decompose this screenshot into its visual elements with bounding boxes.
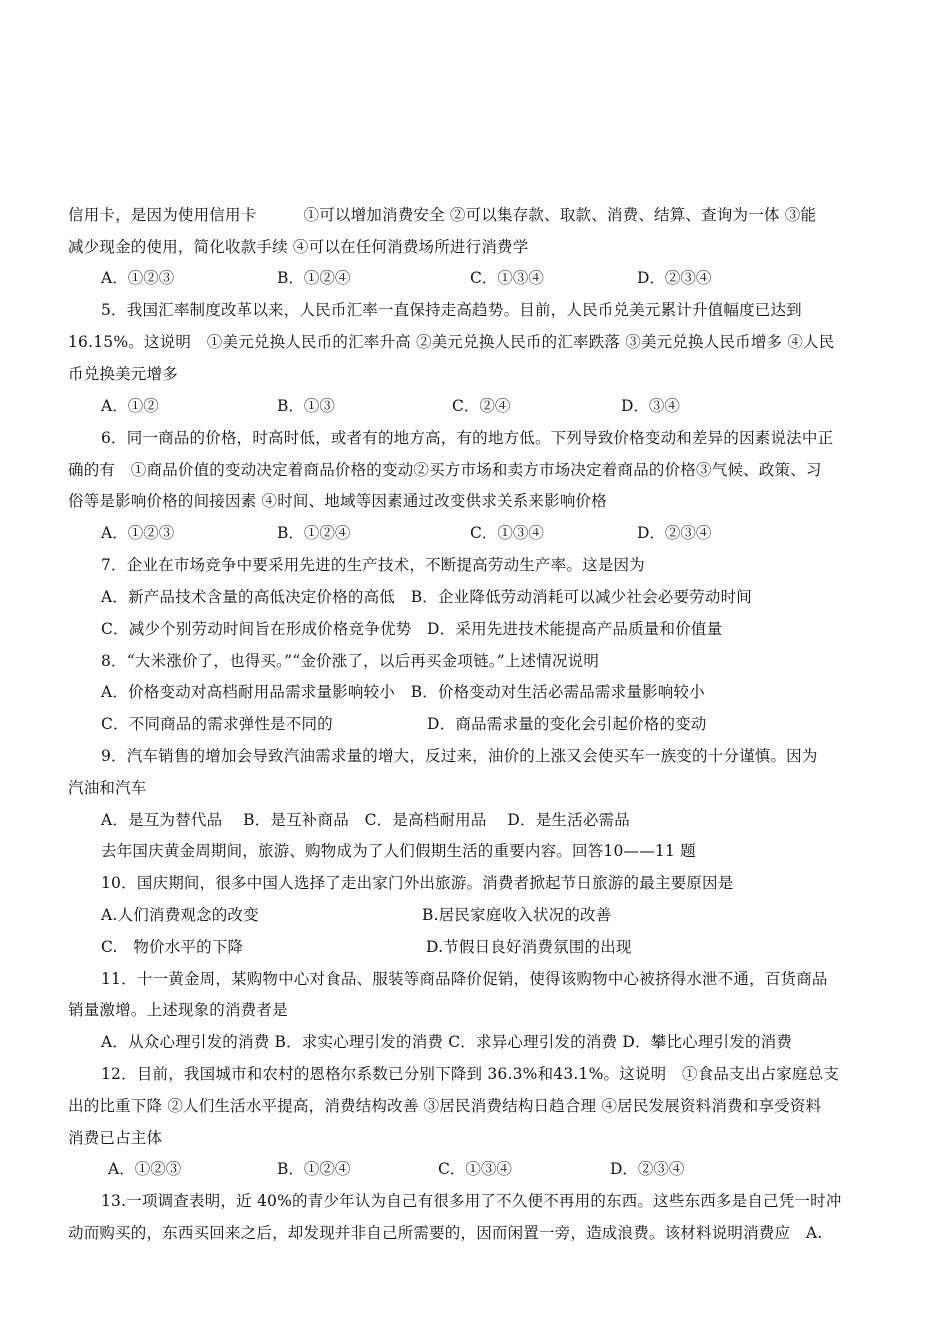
option-b: B．①②④ bbox=[277, 524, 351, 542]
text-line: C. 物价水平的下降 bbox=[101, 938, 244, 956]
option-b: B．①②④ bbox=[277, 1160, 351, 1178]
text-line: 10．国庆期间，很多中国人选择了走出家门外出旅游。消费者掀起节日旅游的最主要原因是 bbox=[101, 874, 734, 892]
options-row-q12 bbox=[108, 1159, 928, 1179]
text-line: C．不同商品的需求弹性是不同的 D．商品需求量的变化会引起价格的变动 bbox=[101, 715, 707, 733]
options-row-q5 bbox=[101, 396, 921, 416]
option-b: B．①③ bbox=[277, 397, 335, 415]
text-line: 8．“大米涨价了，也得买。”“金价涨了，以后再买金项链。”上述情况说明 bbox=[101, 652, 600, 670]
option-b: B．①②④ bbox=[277, 269, 351, 287]
option-c: C．①③④ bbox=[470, 524, 544, 542]
option-d: D．③④ bbox=[621, 397, 680, 415]
options-row-q4 bbox=[101, 268, 921, 288]
text-line: 6．同一商品的价格，时高时低，或者有的地方高，有的地方低。下列导致价格变动和差异的因素说法中正 bbox=[101, 429, 834, 447]
text-line: 动而购买的，东西买回来之后，却发现并非自己所需要的，因而闲置一旁，造成浪费。该材料说明消费应 A. bbox=[68, 1224, 823, 1242]
text-line: 销量激增。上述现象的消费者是 bbox=[68, 1001, 288, 1019]
option-d: D．②③④ bbox=[610, 1160, 685, 1178]
text-line: 消费已占主体 bbox=[68, 1129, 163, 1147]
text-line: 11．十一黄金周，某购物中心对食品、服装等商品降价促销，使得该购物中心被挤得水泄不通，百货商品 bbox=[101, 970, 828, 988]
option-d: D．②③④ bbox=[637, 524, 712, 542]
option-c: C．②④ bbox=[452, 397, 511, 415]
text-line: B.居民家庭收入状况的改善 bbox=[422, 906, 612, 924]
text-line: 7．企业在市场竞争中要采用先进的生产技术，不断提高劳动生产率。这是因为 bbox=[101, 556, 645, 574]
text-line: A．从众心理引发的消费 B．求实心理引发的消费 C．求异心理引发的消费 D．攀比心理引发的消费 bbox=[101, 1033, 793, 1051]
option-c: C．①③④ bbox=[438, 1160, 512, 1178]
text-line: A．价格变动对高档耐用品需求量影响较小 B．价格变动对生活必需品需求量影响较小 bbox=[101, 683, 705, 701]
option-a: A．①②③ bbox=[101, 524, 175, 542]
text-line: 13.一项调查表明，近 40%的青少年认为自己有很多用了不久便不再用的东西。这些东西多是自己凭一时冲 bbox=[101, 1192, 842, 1210]
text-line: A．新产品技术含量的高低决定价格的高低 B．企业降低劳动消耗可以减少社会必要劳动时间 bbox=[101, 588, 752, 606]
text-line: 12．目前，我国城市和农村的恩格尔系数已分别下降到 36.3%和43.1%。这说明 ①食品支出占家庭总支 bbox=[101, 1065, 840, 1083]
text-line: 减少现金的使用，简化收款手续 ④可以在任何消费场所进行消费学 bbox=[68, 238, 529, 256]
text-line: C．减少个别劳动时间旨在形成价格竞争优势 D．采用先进技术能提高产品质量和价值量 bbox=[101, 620, 723, 638]
option-a: A．①②③ bbox=[101, 269, 175, 287]
options-row-q6 bbox=[101, 523, 921, 543]
text-line: 确的有 ①商品价值的变动决定着商品价格的变动②买方市场和卖方市场决定着商品的价格③气候、政策、习 bbox=[68, 461, 822, 479]
text-line: A．是互为替代品 B．是互补商品 C．是高档耐用品 D．是生活必需品 bbox=[101, 811, 630, 829]
text-line: 汽油和汽车 bbox=[68, 779, 147, 797]
option-d: D．②③④ bbox=[637, 269, 712, 287]
text-line: D.节假日良好消费氛围的出现 bbox=[426, 938, 632, 956]
text-line: 出的比重下降 ②人们生活水平提高，消费结构改善 ③居民消费结构日趋合理 ④居民发展资料消费和享受资料 bbox=[68, 1097, 822, 1115]
text-line: 去年国庆黄金周期间，旅游、购物成为了人们假期生活的重要内容。回答10——11 题 bbox=[101, 842, 696, 860]
text-line: 9．汽车销售的增加会导致汽油需求量的增大，反过来，油价的上涨又会使买车一族变的十分谨慎。因为 bbox=[101, 747, 818, 765]
text-line: 币兑换美元增多 bbox=[68, 365, 178, 383]
text-line: 信用卡，是因为使用信用卡 ①可以增加消费安全 ②可以集存款、取款、消费、结算、查询为一体 ③能 bbox=[68, 206, 817, 224]
text-line: A.人们消费观念的改变 bbox=[101, 906, 259, 924]
option-a: A．①②③ bbox=[108, 1160, 182, 1178]
option-c: C．①③④ bbox=[470, 269, 544, 287]
text-line: 16.15%。这说明 ①美元兑换人民币的汇率升高 ②美元兑换人民币的汇率跌落 ③美元兑换人民币增多 ④人民 bbox=[68, 333, 835, 351]
text-line: 5．我国汇率制度改革以来，人民币汇率一直保持走高趋势。目前，人民币兑美元累计升值幅度已达到 bbox=[101, 301, 802, 319]
option-a: A．①② bbox=[101, 397, 159, 415]
text-line: 俗等是影响价格的间接因素 ④时间、地域等因素通过改变供求关系来影响价格 bbox=[68, 492, 607, 510]
